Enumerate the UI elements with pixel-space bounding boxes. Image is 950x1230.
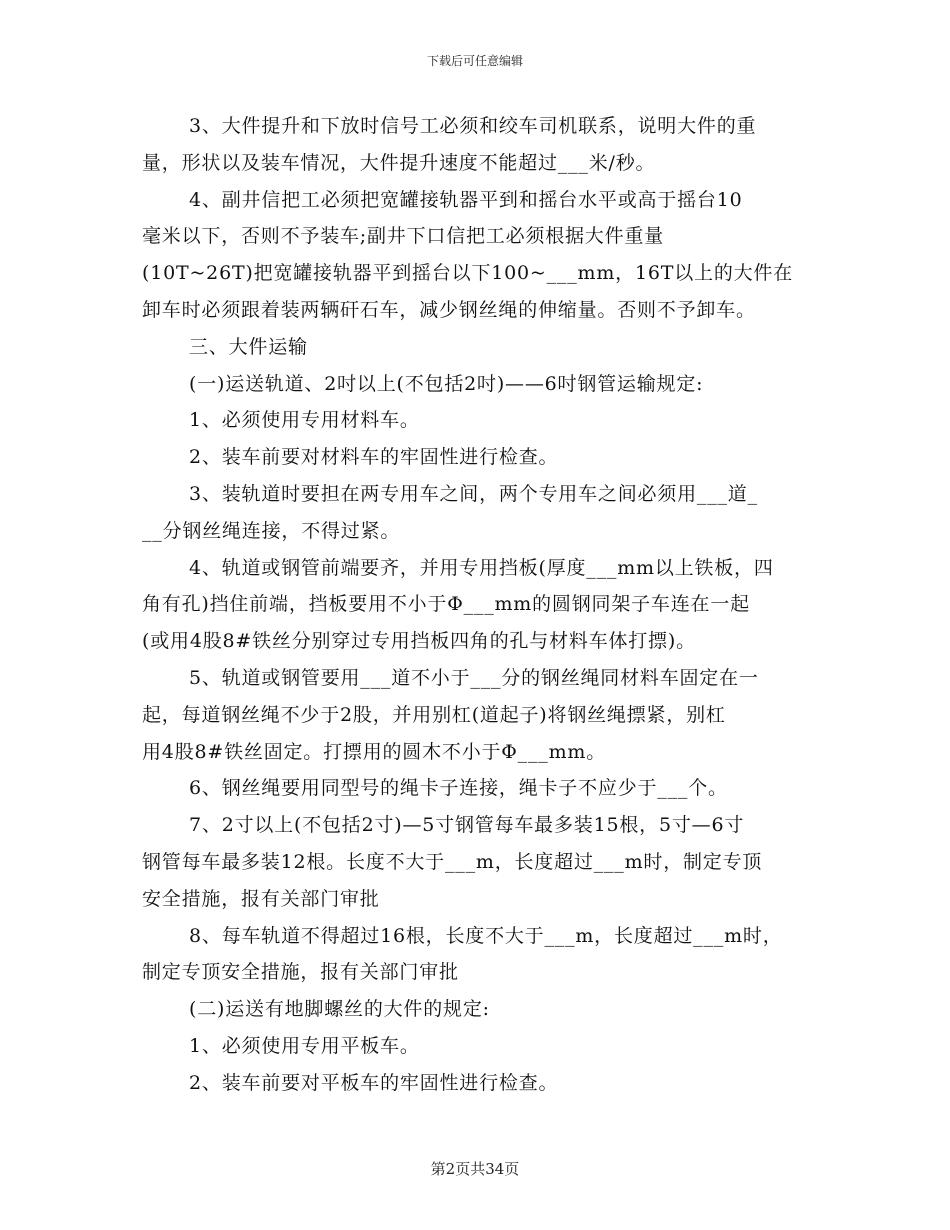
text-line: 量，形状以及装车情况，大件提升速度不能超过___米/秒。 xyxy=(142,151,656,174)
text-line: 卸车时必须跟着装两辆矸石车，减少钢丝绳的伸缩量。否则不予卸车。 xyxy=(142,298,756,321)
text-line: 3、装轨道时要担在两专用车之间，两个专用车之间必须用___道_ xyxy=(189,482,758,505)
text-line: 角有孔)挡住前端，挡板要用不小于Φ___mm的圆钢同架子车连在一起 xyxy=(142,593,750,616)
text-line: 1、必须使用专用平板车。 xyxy=(189,1034,420,1057)
text-line: 8、每车轨道不得超过16根，长度不大于___m，长度超过___m时， xyxy=(189,924,783,947)
text-line: 6、钢丝绳要用同型号的绳卡子连接，绳卡子不应少于___个。 xyxy=(189,777,728,800)
page-header: 下载后可任意编辑 xyxy=(426,54,523,68)
text-line: 安全措施，报有关部门审批 xyxy=(142,887,380,910)
text-line: 5、轨道或钢管要用___道不小于___分的钢丝绳同材料车固定在一 xyxy=(189,666,759,689)
document-body xyxy=(142,108,810,1102)
text-line: (10T~26T)把宽罐接轨器平到摇台以下100~___mm，16T以上的大件在 xyxy=(142,262,794,285)
text-line: 钢管每车最多装12根。长度不大于___m，长度超过___m时，制定专顶 xyxy=(142,850,763,873)
subsection-heading: (二)运送有地脚螺丝的大件的规定: xyxy=(189,998,490,1021)
text-line: 7、2寸以上(不包括2寸)—5寸钢管每车最多装15根，5寸—6寸 xyxy=(189,814,745,837)
subsection-heading: (一)运送轨道、2吋以上(不包括2吋)——6吋钢管运输规定: xyxy=(189,372,704,395)
text-line: 2、装车前要对材料车的牢固性进行检查。 xyxy=(189,446,559,469)
text-line: 起，每道钢丝绳不少于2股，并用别杠(道起子)将钢丝绳摽紧，别杠 xyxy=(142,703,726,726)
text-line: 3、大件提升和下放时信号工必须和绞车司机联系，说明大件的重 xyxy=(189,115,757,137)
text-line: 用4股8#铁丝固定。打摽用的圆木不小于Φ___mm。 xyxy=(142,740,607,763)
text-line: 1、必须使用专用材料车。 xyxy=(189,409,420,432)
section-heading: 三、大件运输 xyxy=(189,335,308,358)
text-line: __分钢丝绳连接，不得过紧。 xyxy=(142,519,401,542)
text-line: (或用4股8#铁丝分别穿过专用挡板四角的孔与材料车体打摽)。 xyxy=(142,630,696,653)
text-line: 4、轨道或钢管前端要齐，并用专用挡板(厚度___mm以上铁板，四 xyxy=(189,556,774,579)
text-line: 4、副井信把工必须把宽罐接轨器平到和摇台水平或高于摇台10 xyxy=(189,188,743,211)
text-line: 制定专顶安全措施，报有关部门审批 xyxy=(142,961,459,984)
page-number: 第2页共34页 xyxy=(430,1160,520,1178)
text-line: 2、装车前要对平板车的牢固性进行检查。 xyxy=(189,1071,559,1094)
text-line: 毫米以下，否则不予装车;副井下口信把工必须根据大件重量 xyxy=(142,225,665,248)
